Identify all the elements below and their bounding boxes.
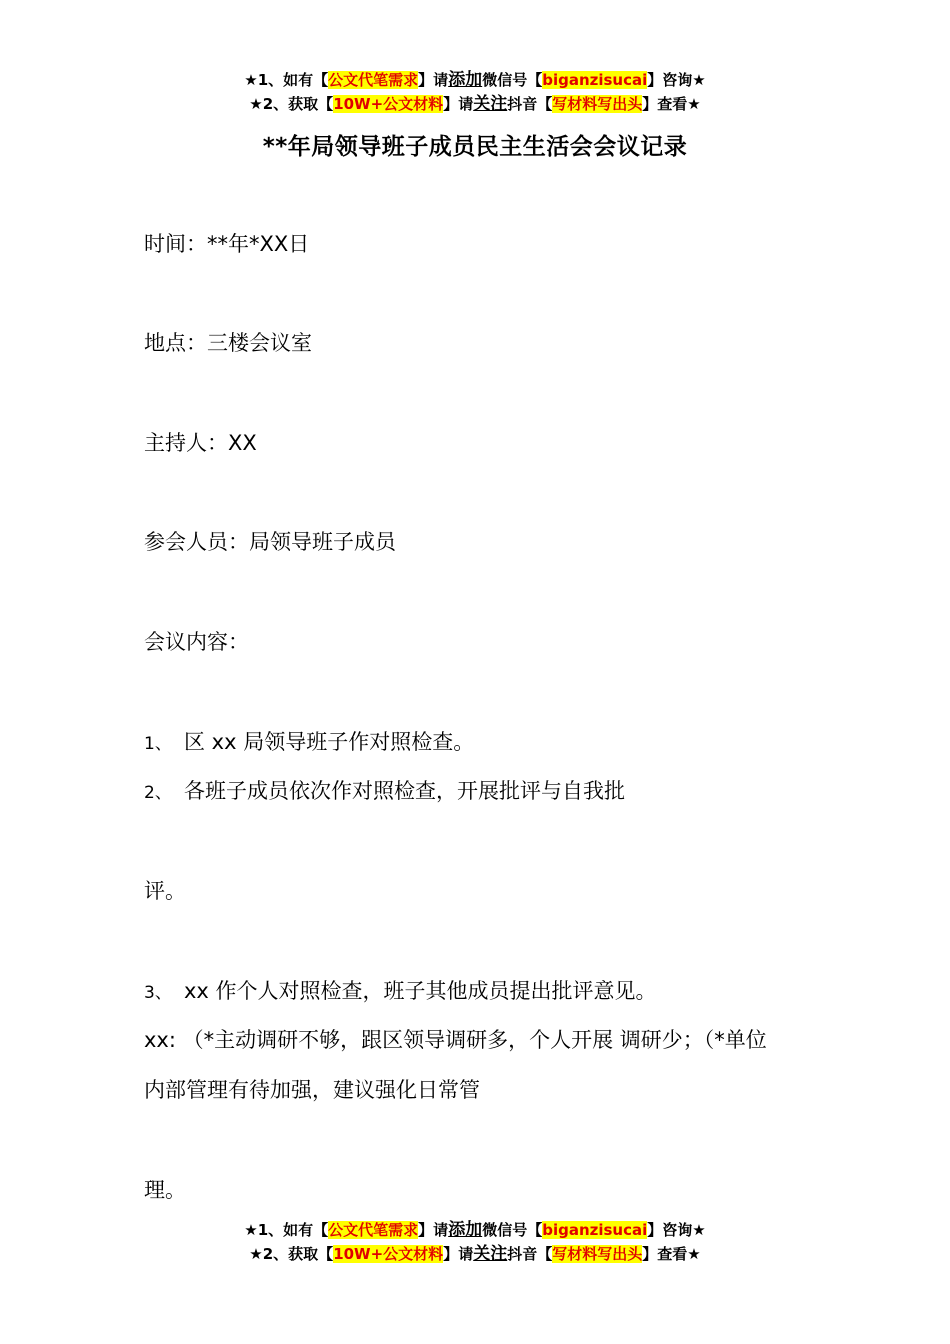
item-text: xx 作个人对照检查，班子其他成员提出批评意见。 bbox=[184, 979, 657, 1003]
banner-text: ★2、获取【 bbox=[249, 95, 334, 113]
highlight-text: 写材料写出头 bbox=[552, 1245, 643, 1263]
underlined-text: 关注 bbox=[473, 1244, 508, 1264]
agenda-item bbox=[144, 976, 657, 1008]
review-line: 内部管理有待加强，建议强化日常管 bbox=[144, 1078, 480, 1102]
highlight-text: 写材料写出头 bbox=[552, 95, 643, 113]
banner-line-2 bbox=[0, 92, 950, 116]
meeting-host: 主持人：XX bbox=[144, 431, 257, 455]
highlight-text: 公文代笔需求 bbox=[328, 71, 419, 89]
item-continuation: 评。 bbox=[144, 879, 186, 903]
highlight-text: 10W+公文材料 bbox=[333, 95, 444, 113]
review-continuation: 理。 bbox=[144, 1178, 186, 1202]
item-number: 3、 bbox=[144, 983, 172, 1003]
banner-text: 】查看★ bbox=[642, 1245, 701, 1263]
agenda-item bbox=[144, 727, 474, 759]
highlight-text: biganzisucai bbox=[542, 71, 648, 89]
banner-text: 】请 bbox=[443, 95, 474, 113]
meeting-time: 时间：**年*XX日 bbox=[144, 232, 310, 256]
underlined-text: 添加 bbox=[448, 1220, 483, 1240]
banner-text: 抖音【 bbox=[507, 1245, 553, 1263]
banner-text: 】咨询★ bbox=[647, 71, 706, 89]
banner-line-2 bbox=[0, 1242, 950, 1266]
banner-text: 微信号【 bbox=[482, 71, 543, 89]
banner-text: ★1、如有【 bbox=[244, 71, 329, 89]
banner-text: 】请 bbox=[418, 71, 449, 89]
banner-text: 】请 bbox=[418, 1221, 449, 1239]
footer-banner bbox=[0, 1218, 950, 1266]
banner-text: 抖音【 bbox=[507, 95, 553, 113]
item-text: 各班子成员依次作对照检查，开展批评与自我批 bbox=[184, 779, 625, 803]
item-text: 区 xx 局领导班子作对照检查。 bbox=[184, 730, 475, 754]
underlined-text: 关注 bbox=[473, 94, 508, 114]
underlined-text: 添加 bbox=[448, 70, 483, 90]
content-label: 会议内容： bbox=[144, 630, 249, 654]
review-line: xx: （*主动调研不够，跟区领导调研多，个人开展 调研少；（*单位 bbox=[144, 1028, 767, 1052]
highlight-text: 公文代笔需求 bbox=[328, 1221, 419, 1239]
header-banner bbox=[0, 68, 950, 116]
banner-line-1 bbox=[0, 68, 950, 92]
banner-text: 】请 bbox=[443, 1245, 474, 1263]
item-number: 1、 bbox=[144, 734, 172, 754]
banner-text: 】咨询★ bbox=[647, 1221, 706, 1239]
item-number: 2、 bbox=[144, 783, 172, 803]
highlight-text: 10W+公文材料 bbox=[333, 1245, 444, 1263]
banner-line-1 bbox=[0, 1218, 950, 1242]
document-title: **年局领导班子成员民主生活会会议记录 bbox=[262, 134, 688, 160]
meeting-attendees: 参会人员：局领导班子成员 bbox=[144, 530, 396, 554]
banner-text: 微信号【 bbox=[482, 1221, 543, 1239]
meeting-place: 地点：三楼会议室 bbox=[144, 331, 312, 355]
agenda-item bbox=[144, 776, 625, 808]
banner-text: 】查看★ bbox=[642, 95, 701, 113]
highlight-text: biganzisucai bbox=[542, 1221, 648, 1239]
banner-text: ★1、如有【 bbox=[244, 1221, 329, 1239]
banner-text: ★2、获取【 bbox=[249, 1245, 334, 1263]
